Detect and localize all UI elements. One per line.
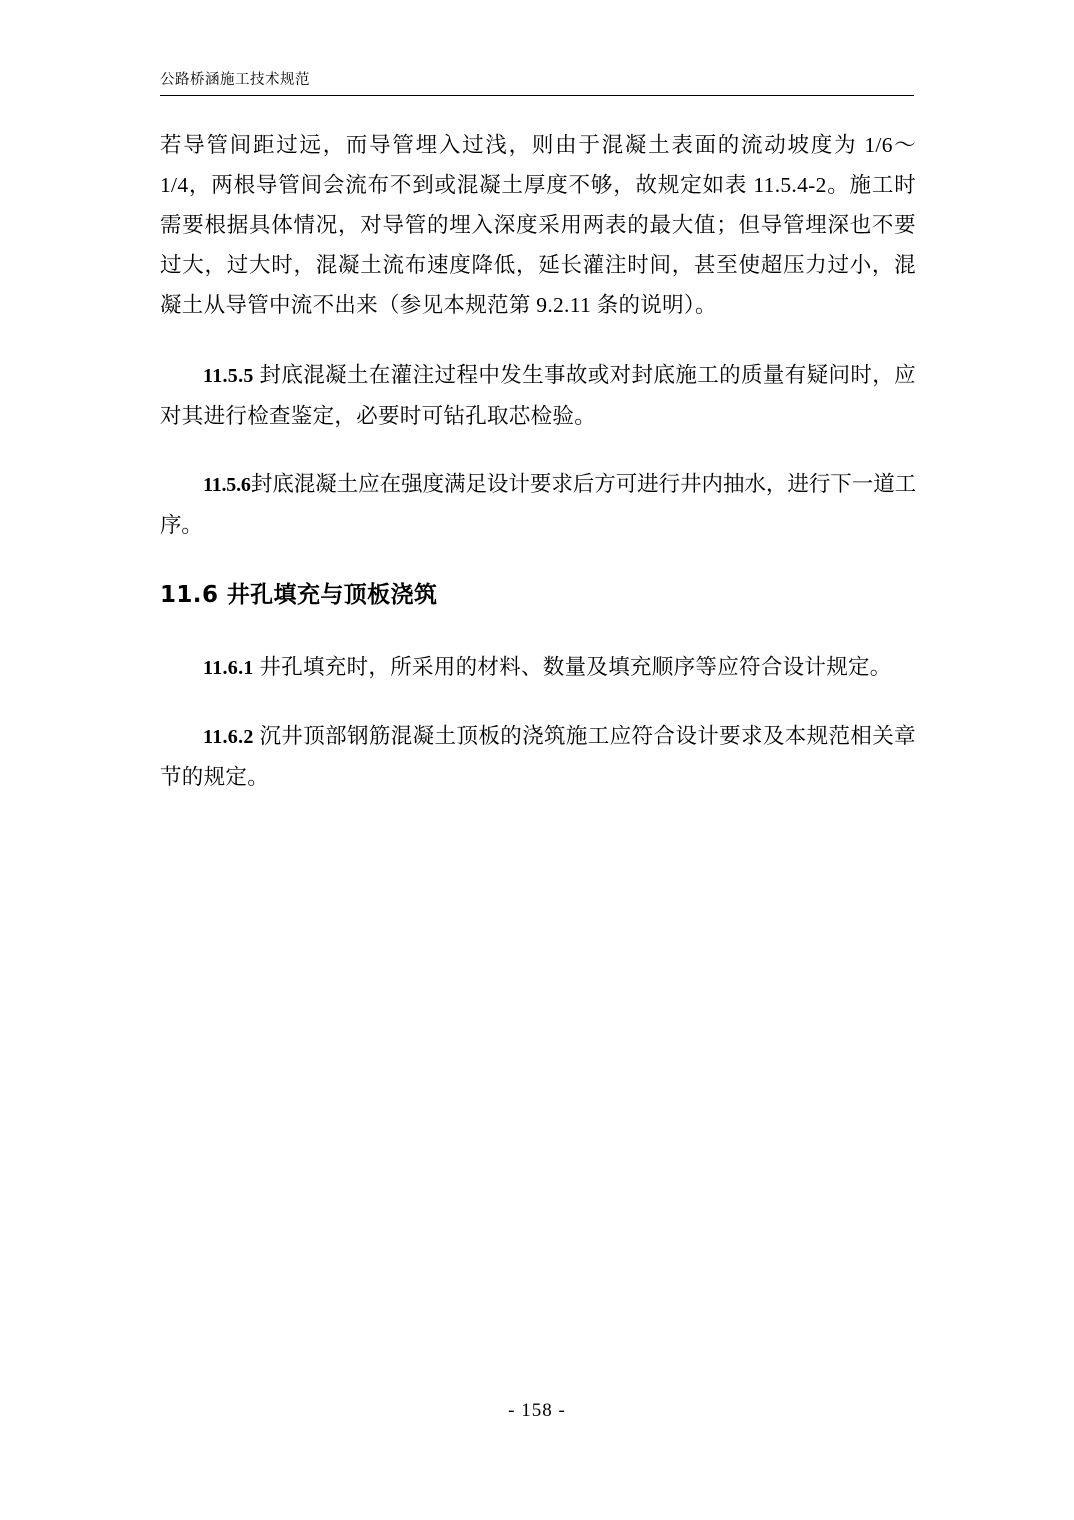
header-divider: [160, 95, 914, 96]
running-title: 公路桥涵施工技术规范: [160, 72, 310, 88]
page-footer: [0, 1400, 1074, 1422]
page-header: [160, 68, 914, 96]
clause-text: 封底混凝土在灌注过程中发生事故或对封底施工的质量有疑问时，应对其进行检查鉴定，必要时可钻孔取芯检验。: [160, 363, 916, 428]
clause-number: 11.5.5: [203, 365, 254, 387]
clause-11-5-6: [160, 464, 916, 545]
clause-number: 11.5.6: [203, 474, 251, 496]
page-number: - 158 -: [508, 1400, 566, 1421]
clause-text: 沉井顶部钢筋混凝土顶板的浇筑施工应符合设计要求及本规范相关章节的规定。: [160, 724, 916, 789]
page-content: [160, 125, 916, 825]
clause-11-6-2: [160, 716, 916, 797]
clause-11-5-5: [160, 355, 916, 436]
clause-number: 11.6.2: [203, 726, 254, 748]
section-heading: 11.6 井孔填充与顶板浇筑: [160, 582, 438, 608]
clause-text: 封底混凝土应在强度满足设计要求后方可进行井内抽水，进行下一道工序。: [160, 472, 916, 537]
intro-paragraph: 若导管间距过远，而导管埋入过浅，则由于混凝土表面的流动坡度为 1/6～1/4，两根导管间会流布不到或混凝土厚度不够，故规定如表 11.5.4-2。施工时需要根据具体情况，对导管的埋入深度采用两表的最大值；但导管埋深也不要过大，过大时，混凝土流布速度降低，延长灌注时间，甚至使超压力过小，混凝土从导管中流不出来（参见本规范第 9.2.11 条的说明）。: [160, 133, 916, 317]
clause-11-6-1: [160, 647, 916, 688]
clause-text: 井孔填充时，所采用的材料、数量及填充顺序等应符合设计规定。: [259, 655, 892, 679]
clause-number: 11.6.1: [203, 657, 254, 679]
